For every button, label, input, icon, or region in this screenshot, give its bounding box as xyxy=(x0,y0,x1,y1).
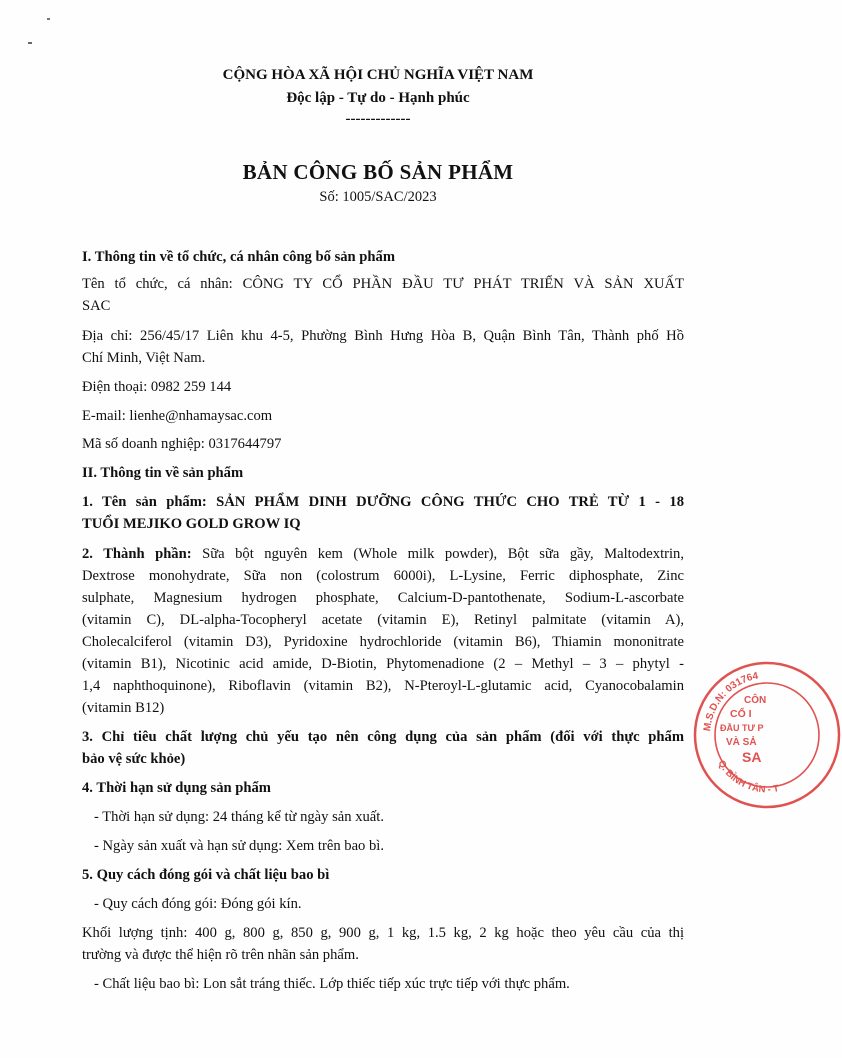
stamp-line-1: CÔN xyxy=(744,695,767,706)
document-title: BẢN CÔNG BỐ SẢN PHẨM xyxy=(242,160,514,184)
section2-heading: II. Thông tin về sản phẩm xyxy=(82,465,244,481)
stamp-bottom-text: Q. BÌNH TÂN - T xyxy=(715,758,780,796)
phone: Điện thoại: 0982 259 144 xyxy=(82,379,232,395)
address-line-2: Chí Minh, Việt Nam. xyxy=(82,350,206,366)
product-name-line-2: TUỔI MEJIKO GOLD GROW IQ xyxy=(82,516,301,532)
stamp-ring-text: M.S.D.N: 031764 xyxy=(702,670,760,732)
shelf-life-item-1: - Thời hạn sử dụng: 24 tháng kể từ ngày sản xuất. xyxy=(94,809,384,825)
org-line-2: SAC xyxy=(82,298,111,314)
ingredients-line-5: Cholecalciferol (vitamin D3), Pyridoxine hydrochloride (vitamin B6), Thiamin mononitrate xyxy=(82,634,684,650)
weight-line-2: trường và được thể hiện rõ trên nhãn sản phẩm. xyxy=(82,947,359,963)
ingredients-line-3: sulphate, Magnesium hydrogen phosphate, Calcium-D-pantothenate, Sodium-L-ascorbate xyxy=(82,590,684,606)
product-name-line-1 xyxy=(82,491,684,513)
packaging-item-2: - Chất liệu bao bì: Lon sắt tráng thiếc. Lớp thiếc tiếp xúc trực tiếp với thực phẩm. xyxy=(94,976,570,992)
packaging-heading: 5. Quy cách đóng gói và chất liệu bao bì xyxy=(82,867,330,883)
address-line-1: Địa chỉ: 256/45/17 Liên khu 4-5, Phường Bình Hưng Hòa B, Quận Bình Tân, Thành phố Hồ xyxy=(82,328,684,344)
packaging-item-1: - Quy cách đóng gói: Đóng gói kín. xyxy=(94,896,302,912)
ingredients-line-7: 1,4 naphthoquinone), Riboflavin (vitamin B2), N-Pteroyl-L-glutamic acid, Cyanocobalamin xyxy=(82,678,684,694)
document-number: Số: 1005/SAC/2023 xyxy=(319,189,437,205)
ingredients-label: 2. Thành phần: xyxy=(82,546,192,562)
ingredients-line-6: (vitamin B1), Nicotinic acid amide, D-Biotin, Phytomenadione (2 – Methyl – 3 – phytyl - xyxy=(82,656,684,672)
ingredients-line-1 xyxy=(82,543,684,565)
ingredients-line-2: Dextrose monohydrate, Sữa non (colostrum 6000i), L-Lysine, Ferric diphosphate, Zinc xyxy=(82,568,684,584)
weight-line-1: Khối lượng tịnh: 400 g, 800 g, 850 g, 900 g, 1 kg, 1.5 kg, 2 kg hoặc theo yêu cầu của thị xyxy=(82,925,684,941)
quality-line-2: bảo vệ sức khỏe) xyxy=(82,751,186,767)
scan-mark xyxy=(28,42,32,44)
ingredients-line-4: (vitamin C), DL-alpha-Tocopheryl acetate (vitamin E), Retinyl palmitate (vitamin A), xyxy=(82,612,684,628)
email: E-mail: lienhe@nhamaysac.com xyxy=(82,408,273,424)
ingredients-line-8: (vitamin B12) xyxy=(82,700,165,716)
shelf-life-heading: 4. Thời hạn sử dụng sản phẩm xyxy=(82,780,271,796)
stamp-line-2: CỔ I xyxy=(730,708,752,720)
header-divider: ------------- xyxy=(345,111,411,127)
shelf-life-item-2: - Ngày sản xuất và hạn sử dụng: Xem trên bao bì. xyxy=(94,838,384,854)
org-line-1: Tên tổ chức, cá nhân: CÔNG TY CỔ PHẦN ĐẦU TƯ PHÁT TRIỂN VÀ SẢN XUẤT xyxy=(82,276,684,292)
section1-heading: I. Thông tin về tổ chức, cá nhân công bố sản phẩm xyxy=(82,249,395,265)
stamp-line-3: ĐẦU TƯ P xyxy=(720,723,764,733)
product-name-label: 1. Tên sản phẩm: xyxy=(82,494,207,510)
stamp-line-5: SA xyxy=(742,749,762,765)
product-name-text: SẢN PHẨM DINH DƯỠNG CÔNG THỨC CHO TRẺ TỪ 1 - 18 xyxy=(216,494,684,510)
tax-id: Mã số doanh nghiệp: 0317644797 xyxy=(82,436,282,452)
company-stamp xyxy=(692,660,842,810)
motto: Độc lập - Tự do - Hạnh phúc xyxy=(286,90,470,106)
scan-mark xyxy=(47,18,50,20)
ingredients-text: Sữa bột nguyên kem (Whole milk powder), Bột sữa gầy, Maltodextrin, xyxy=(202,546,684,562)
stamp-line-4: VÀ SẢ xyxy=(726,737,757,748)
country-header: CỘNG HÒA XÃ HỘI CHỦ NGHĨA VIỆT NAM xyxy=(222,67,534,83)
quality-line-1: 3. Chỉ tiêu chất lượng chủ yếu tạo nên công dụng của sản phẩm (đối với thực phẩm xyxy=(82,729,684,745)
